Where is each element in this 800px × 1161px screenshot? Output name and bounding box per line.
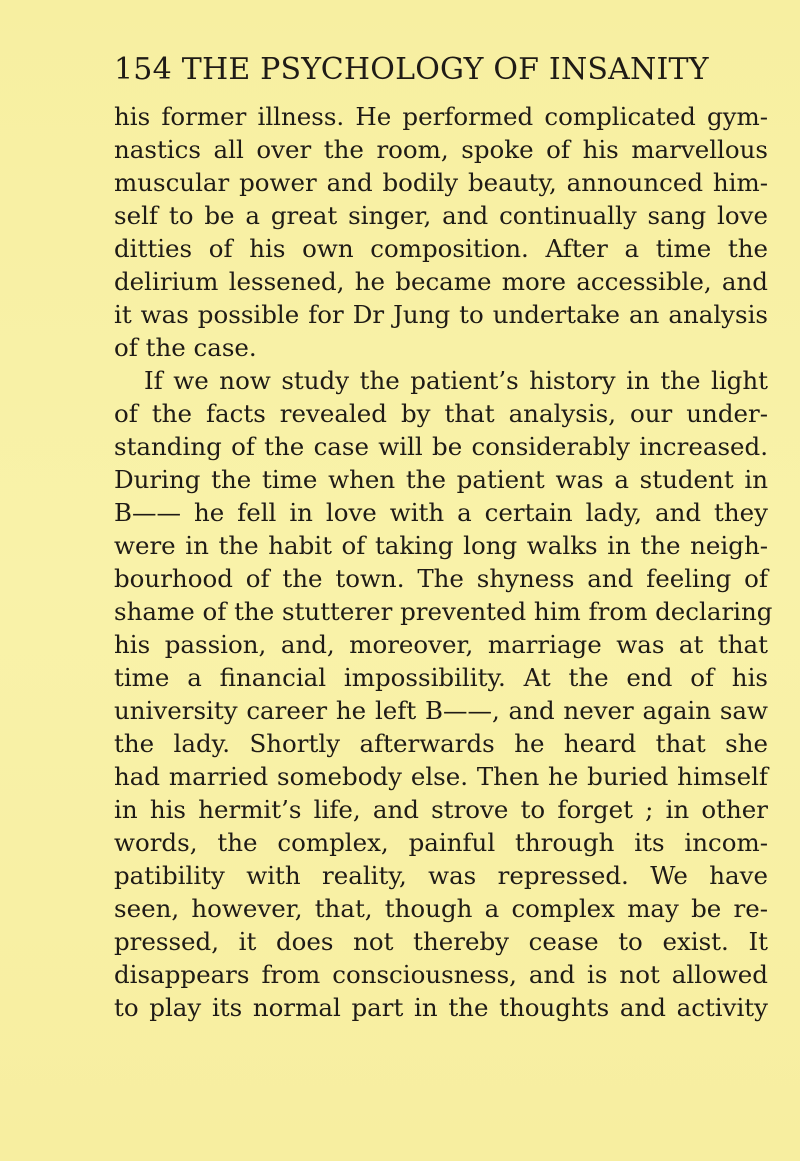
text-line-16: shame of the stutterer prevented him from declaring bbox=[114, 597, 773, 626]
text-line-10: of the facts revealed by that analysis, our under- bbox=[114, 399, 768, 428]
page-number: 154 bbox=[114, 52, 172, 87]
running-title: THE PSYCHOLOGY OF INSANITY bbox=[181, 52, 709, 87]
text-line-11: standing of the case will be considerably increased. bbox=[114, 432, 768, 461]
text-line-3: muscular power and bodily beauty, announced him- bbox=[114, 168, 768, 197]
text-line-23: words, the complex, painful through its incom- bbox=[114, 828, 768, 857]
text-line-19: university career he left B——, and never again saw bbox=[114, 696, 768, 725]
text-line-2: nastics all over the room, spoke of his marvellous bbox=[114, 135, 768, 164]
text-line-12: During the time when the patient was a student in bbox=[114, 465, 768, 494]
text-line-6: delirium lessened, he became more accessible, and bbox=[114, 267, 768, 296]
text-line-7: it was possible for Dr Jung to undertake an analysis bbox=[114, 300, 768, 329]
text-line-8: of the case. bbox=[114, 333, 257, 362]
text-line-1: his former illness. He performed complicated gym- bbox=[114, 102, 768, 131]
text-line-22: in his hermit’s life, and strove to forget ; in other bbox=[114, 795, 768, 824]
text-line-28: to play its normal part in the thoughts and activity bbox=[114, 993, 768, 1022]
text-line-14: were in the habit of taking long walks in the neigh- bbox=[114, 531, 768, 560]
text-line-27: disappears from consciousness, and is not allowed bbox=[114, 960, 768, 989]
text-line-5: ditties of his own composition. After a time the bbox=[114, 234, 768, 263]
text-line-17: his passion, and, moreover, marriage was at that bbox=[114, 630, 768, 659]
page-header bbox=[114, 52, 734, 92]
text-line-4: self to be a great singer, and continually sang love bbox=[114, 201, 768, 230]
text-line-20: the lady. Shortly afterwards he heard that she bbox=[114, 729, 768, 758]
text-line-25: seen, however, that, though a complex may be re- bbox=[114, 894, 768, 923]
text-line-15: bourhood of the town. The shyness and feeling of bbox=[114, 564, 768, 593]
text-line-24: patibility with reality, was repressed. We have bbox=[114, 861, 768, 890]
text-line-13: B—— he fell in love with a certain lady, and they bbox=[114, 498, 768, 527]
text-line-18: time a financial impossibility. At the end of his bbox=[114, 663, 768, 692]
text-line-21: had married somebody else. Then he buried himself bbox=[114, 762, 768, 791]
text-line-9: If we now study the patient’s history in the light bbox=[144, 366, 768, 395]
text-line-26: pressed, it does not thereby cease to exist. It bbox=[114, 927, 768, 956]
